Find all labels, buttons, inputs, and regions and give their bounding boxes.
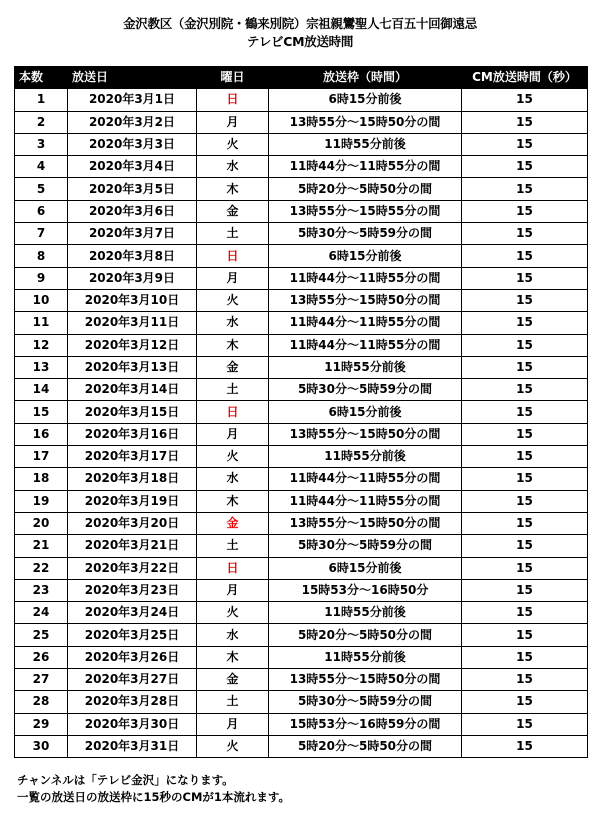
cell-slot: 11時44分～11時55分の間	[269, 468, 462, 490]
table-row	[15, 669, 588, 691]
cell-weekday: 月	[197, 579, 269, 601]
cell-date: 2020年3月22日	[68, 557, 197, 579]
cell-slot: 11時44分～11時55分の間	[269, 312, 462, 334]
cell-weekday: 水	[197, 624, 269, 646]
cell-seconds: 15	[462, 89, 588, 111]
cell-number: 12	[15, 334, 68, 356]
table-row	[15, 267, 588, 289]
document-subtitle: テレビCM放送時間	[246, 34, 354, 49]
cell-seconds: 15	[462, 490, 588, 512]
cell-seconds: 15	[462, 133, 588, 155]
table-row	[15, 89, 588, 111]
cell-seconds: 15	[462, 535, 588, 557]
cell-slot: 13時55分～15時50分の間	[269, 512, 462, 534]
cell-seconds: 15	[462, 646, 588, 668]
cell-number: 13	[15, 356, 68, 378]
table-row	[15, 423, 588, 445]
cell-weekday: 火	[197, 446, 269, 468]
cell-weekday: 土	[197, 223, 269, 245]
cell-number: 5	[15, 178, 68, 200]
cell-weekday: 月	[197, 713, 269, 735]
cell-number: 27	[15, 669, 68, 691]
cell-weekday: 木	[197, 646, 269, 668]
cell-date: 2020年3月1日	[68, 89, 197, 111]
cell-seconds: 15	[462, 401, 588, 423]
header-slot: 放送枠（時間）	[269, 67, 462, 89]
table-row	[15, 156, 588, 178]
table-row	[15, 735, 588, 757]
cell-slot: 13時55分～15時50分の間	[269, 423, 462, 445]
note-broadcast: 一覧の放送日の放送枠に15秒のCMが1本流れます。	[17, 790, 290, 804]
cell-number: 25	[15, 624, 68, 646]
table-row	[15, 111, 588, 133]
header-date: 放送日	[68, 67, 197, 89]
cell-number: 1	[15, 89, 68, 111]
cell-seconds: 15	[462, 669, 588, 691]
cell-weekday: 火	[197, 133, 269, 155]
cell-date: 2020年3月30日	[68, 713, 197, 735]
cell-seconds: 15	[462, 557, 588, 579]
cell-seconds: 15	[462, 713, 588, 735]
cell-seconds: 15	[462, 423, 588, 445]
cell-slot: 6時15分前後	[269, 89, 462, 111]
table-row	[15, 401, 588, 423]
cell-number: 8	[15, 245, 68, 267]
cell-date: 2020年3月28日	[68, 691, 197, 713]
table-row	[15, 200, 588, 222]
header-weekday: 曜日	[197, 67, 269, 89]
cell-date: 2020年3月24日	[68, 602, 197, 624]
cell-weekday: 月	[197, 423, 269, 445]
cell-seconds: 15	[462, 579, 588, 601]
table-row	[15, 223, 588, 245]
cell-slot: 11時44分～11時55分の間	[269, 334, 462, 356]
cell-number: 16	[15, 423, 68, 445]
table-row	[15, 535, 588, 557]
cell-seconds: 15	[462, 691, 588, 713]
table-row	[15, 312, 588, 334]
cell-date: 2020年3月4日	[68, 156, 197, 178]
cell-slot: 6時15分前後	[269, 245, 462, 267]
cell-date: 2020年3月25日	[68, 624, 197, 646]
cell-number: 19	[15, 490, 68, 512]
table-row	[15, 379, 588, 401]
table-row	[15, 356, 588, 378]
cell-date: 2020年3月13日	[68, 356, 197, 378]
cell-date: 2020年3月6日	[68, 200, 197, 222]
cell-number: 15	[15, 401, 68, 423]
cell-weekday: 土	[197, 379, 269, 401]
cell-weekday: 月	[197, 267, 269, 289]
table-row	[15, 624, 588, 646]
header-number: 本数	[15, 67, 68, 89]
table-row	[15, 178, 588, 200]
cell-number: 17	[15, 446, 68, 468]
table-row	[15, 579, 588, 601]
table-row	[15, 334, 588, 356]
cell-date: 2020年3月7日	[68, 223, 197, 245]
cell-seconds: 15	[462, 446, 588, 468]
table-row	[15, 602, 588, 624]
cell-number: 4	[15, 156, 68, 178]
cell-slot: 11時44分～11時55分の間	[269, 267, 462, 289]
cell-number: 18	[15, 468, 68, 490]
cell-number: 11	[15, 312, 68, 334]
cell-seconds: 15	[462, 200, 588, 222]
cell-slot: 11時55分前後	[269, 446, 462, 468]
table-row	[15, 713, 588, 735]
header-seconds: CM放送時間（秒）	[462, 67, 588, 89]
cell-date: 2020年3月3日	[68, 133, 197, 155]
table-row	[15, 557, 588, 579]
cell-date: 2020年3月21日	[68, 535, 197, 557]
cell-number: 14	[15, 379, 68, 401]
table-header-row	[15, 67, 588, 89]
cell-number: 22	[15, 557, 68, 579]
cell-weekday: 水	[197, 312, 269, 334]
cell-date: 2020年3月19日	[68, 490, 197, 512]
cell-date: 2020年3月17日	[68, 446, 197, 468]
notes	[17, 772, 290, 806]
cell-slot: 6時15分前後	[269, 557, 462, 579]
cell-number: 28	[15, 691, 68, 713]
cell-date: 2020年3月27日	[68, 669, 197, 691]
cell-seconds: 15	[462, 379, 588, 401]
cell-seconds: 15	[462, 245, 588, 267]
cell-date: 2020年3月31日	[68, 735, 197, 757]
table-row	[15, 133, 588, 155]
cell-date: 2020年3月16日	[68, 423, 197, 445]
cell-weekday: 月	[197, 111, 269, 133]
table-row	[15, 468, 588, 490]
cell-date: 2020年3月9日	[68, 267, 197, 289]
cell-seconds: 15	[462, 267, 588, 289]
cell-seconds: 15	[462, 624, 588, 646]
cell-slot: 5時30分～5時59分の間	[269, 223, 462, 245]
cell-weekday: 火	[197, 735, 269, 757]
cell-weekday: 土	[197, 535, 269, 557]
schedule-table	[14, 66, 588, 758]
cell-number: 3	[15, 133, 68, 155]
cell-seconds: 15	[462, 289, 588, 311]
table-row	[15, 512, 588, 534]
table-row	[15, 289, 588, 311]
cell-slot: 11時44分～11時55分の間	[269, 156, 462, 178]
cell-number: 29	[15, 713, 68, 735]
cell-weekday: 水	[197, 468, 269, 490]
cell-seconds: 15	[462, 312, 588, 334]
cell-slot: 5時30分～5時59分の間	[269, 535, 462, 557]
cell-seconds: 15	[462, 512, 588, 534]
table-row	[15, 646, 588, 668]
cell-weekday: 金	[197, 200, 269, 222]
cell-weekday: 日	[197, 245, 269, 267]
cell-weekday: 木	[197, 178, 269, 200]
cell-date: 2020年3月2日	[68, 111, 197, 133]
cell-weekday: 木	[197, 490, 269, 512]
cell-slot: 11時44分～11時55分の間	[269, 490, 462, 512]
cell-date: 2020年3月11日	[68, 312, 197, 334]
cell-weekday: 金	[197, 356, 269, 378]
cell-number: 6	[15, 200, 68, 222]
cell-number: 20	[15, 512, 68, 534]
cell-date: 2020年3月10日	[68, 289, 197, 311]
cell-number: 7	[15, 223, 68, 245]
cell-seconds: 15	[462, 223, 588, 245]
cell-slot: 13時55分～15時50分の間	[269, 111, 462, 133]
cell-date: 2020年3月26日	[68, 646, 197, 668]
cell-date: 2020年3月8日	[68, 245, 197, 267]
table-row	[15, 446, 588, 468]
cell-number: 21	[15, 535, 68, 557]
cell-date: 2020年3月20日	[68, 512, 197, 534]
cell-seconds: 15	[462, 602, 588, 624]
cell-slot: 5時30分～5時59分の間	[269, 691, 462, 713]
cell-slot: 11時55分前後	[269, 602, 462, 624]
cell-seconds: 15	[462, 111, 588, 133]
cell-seconds: 15	[462, 468, 588, 490]
cell-slot: 5時30分～5時59分の間	[269, 379, 462, 401]
cell-number: 10	[15, 289, 68, 311]
cell-weekday: 日	[197, 401, 269, 423]
cell-number: 26	[15, 646, 68, 668]
cell-slot: 5時20分～5時50分の間	[269, 735, 462, 757]
cell-slot: 15時53分～16時59分の間	[269, 713, 462, 735]
cell-number: 30	[15, 735, 68, 757]
cell-slot: 13時55分～15時55分の間	[269, 200, 462, 222]
document-title: 金沢教区（金沢別院・鶴来別院）宗祖親鸞聖人七百五十回御遠忌	[123, 16, 477, 31]
cell-weekday: 火	[197, 602, 269, 624]
cell-number: 24	[15, 602, 68, 624]
cell-weekday: 日	[197, 89, 269, 111]
cell-weekday: 火	[197, 289, 269, 311]
cell-seconds: 15	[462, 334, 588, 356]
cell-seconds: 15	[462, 356, 588, 378]
cell-slot: 13時55分～15時50分の間	[269, 669, 462, 691]
table-row	[15, 691, 588, 713]
cell-date: 2020年3月5日	[68, 178, 197, 200]
cell-seconds: 15	[462, 178, 588, 200]
cell-date: 2020年3月18日	[68, 468, 197, 490]
cell-slot: 13時55分～15時50分の間	[269, 289, 462, 311]
cell-slot: 5時20分～5時50分の間	[269, 624, 462, 646]
cell-seconds: 15	[462, 735, 588, 757]
cell-slot: 11時55分前後	[269, 133, 462, 155]
cell-weekday: 木	[197, 334, 269, 356]
cell-slot: 11時55分前後	[269, 356, 462, 378]
cell-number: 2	[15, 111, 68, 133]
table-row	[15, 245, 588, 267]
cell-weekday: 日	[197, 557, 269, 579]
note-channel: チャンネルは「テレビ金沢」になります。	[17, 773, 234, 787]
cell-number: 23	[15, 579, 68, 601]
cell-date: 2020年3月23日	[68, 579, 197, 601]
table-row	[15, 490, 588, 512]
cell-date: 2020年3月15日	[68, 401, 197, 423]
cell-weekday: 金	[197, 512, 269, 534]
cell-weekday: 金	[197, 669, 269, 691]
cell-date: 2020年3月14日	[68, 379, 197, 401]
cell-date: 2020年3月12日	[68, 334, 197, 356]
cell-weekday: 水	[197, 156, 269, 178]
cell-slot: 15時53分～16時50分	[269, 579, 462, 601]
cell-slot: 6時15分前後	[269, 401, 462, 423]
cell-number: 9	[15, 267, 68, 289]
cell-slot: 5時20分～5時50分の間	[269, 178, 462, 200]
cell-weekday: 土	[197, 691, 269, 713]
cell-seconds: 15	[462, 156, 588, 178]
cell-slot: 11時55分前後	[269, 646, 462, 668]
